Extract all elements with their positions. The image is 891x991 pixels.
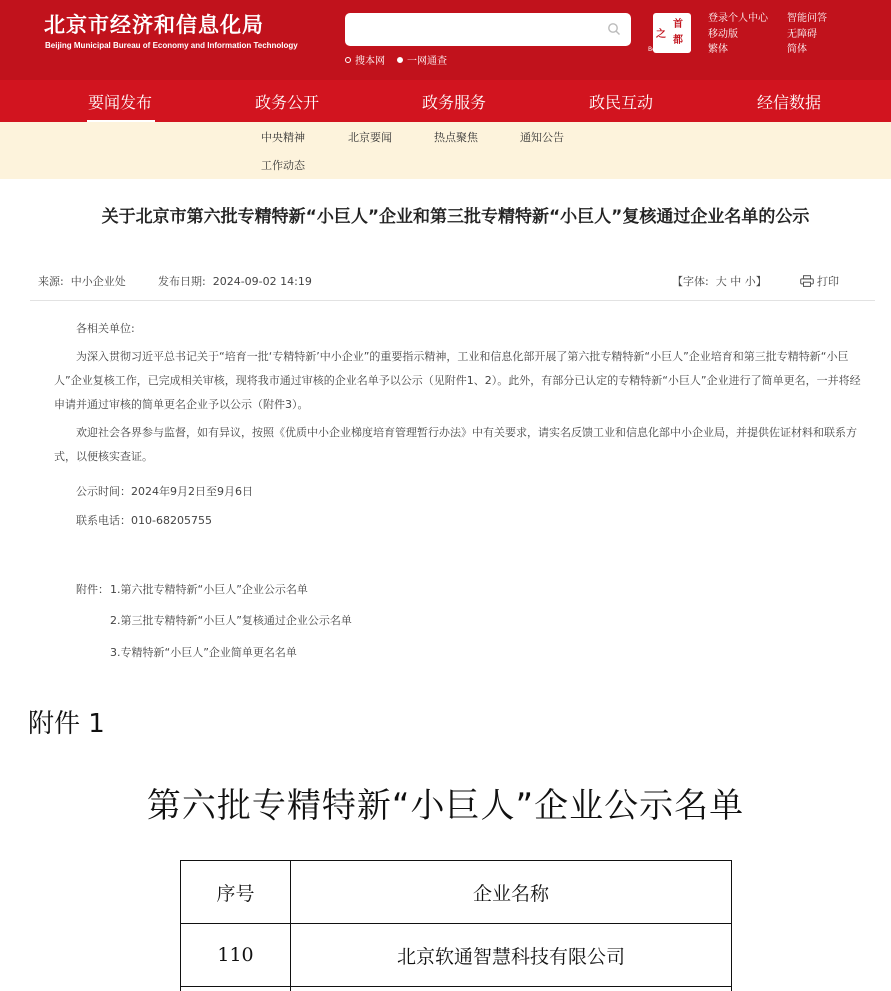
row-index: 110 [181,924,291,987]
nav-data[interactable]: 经信数据 [757,93,822,112]
attachment-link-3[interactable]: 3.专精特新“小巨人”企业简单更名名单 [110,646,297,659]
table-row [181,924,732,987]
search-input[interactable] [355,19,595,39]
accessibility-link[interactable]: 无障碍 [787,28,817,40]
main-nav [0,80,891,122]
site-title-en: Beijing Municipal Bureau of Economy and Information Technology [45,41,298,50]
simplified-link[interactable]: 简体 [787,44,807,55]
salutation: 各相关单位: [76,322,135,335]
qa-link[interactable]: 智能问答 [787,13,827,24]
date-value: 2024-09-02 14:19 [212,275,312,288]
nav-gov-open[interactable]: 政务公开 [255,93,320,112]
table-row-partial [181,987,732,991]
font-large-button[interactable]: 大 [715,275,727,288]
attachment-heading: 附件 1 [28,709,105,739]
subnav-hot-topics[interactable]: 热点聚焦 [434,131,478,144]
column-header-index: 序号 [181,861,291,924]
publicity-period: 公示时间：2024年9月2日至9月6日 [76,485,253,498]
article-title: 关于北京市第六批专精特新“小巨人”企业和第三批专精特新“小巨人”复核通过企业名单的公示 [101,207,810,227]
subnav-beijing-news[interactable]: 北京要闻 [348,131,392,144]
search-scope [345,52,447,67]
font-size-control: 【字体: 大 中 小】 [672,275,767,288]
table-header-row [181,861,732,924]
contact-phone: 联系电话：010-68205755 [76,514,212,527]
article-source: 来源: 中小企业处 [38,275,126,288]
company-table [180,860,732,991]
printer-icon [800,275,814,287]
site-header [0,0,891,80]
nav-interaction[interactable]: 政民互动 [589,93,654,112]
subnav-work-updates[interactable]: 工作动态 [261,159,305,172]
subnav-notices[interactable]: 通知公告 [520,131,564,144]
capital-logo-caption: Beijing · China [648,46,692,53]
search-icon[interactable] [607,22,621,36]
nav-news[interactable]: 要闻发布 [88,93,153,112]
column-header-company: 企业名称 [291,861,732,924]
subnav-central[interactable]: 中央精神 [261,131,305,144]
site-title[interactable]: 北京市经济和信息化局 [44,13,264,37]
row-company: 北京软通智慧科技有限公司 [291,924,732,987]
scope-option-all[interactable]: 一网通查 [397,52,447,67]
login-link[interactable]: 登录个人中心 [708,13,768,24]
font-small-button[interactable]: 小 [744,275,756,288]
search-box [345,13,631,46]
attachment-link-1[interactable]: 1.第六批专精特新“小巨人”企业公示名单 [110,583,308,596]
mobile-link[interactable]: 移动版 [708,28,738,40]
traditional-link[interactable]: 繁体 [708,44,728,55]
top-links-col-2 [787,11,827,58]
sub-nav [0,122,891,179]
radio-icon [345,57,351,63]
font-medium-button[interactable]: 中 [730,275,742,288]
radio-selected-icon [397,57,403,63]
scope-option-site[interactable]: 搜本网 [345,52,385,67]
meta-divider [30,300,875,301]
attachment-title: 第六批专精特新“小巨人”企业公示名单 [146,786,745,826]
print-button[interactable]: 打印 [800,273,839,289]
attachment-link-2[interactable]: 2.第三批专精特新“小巨人”复核通过企业公示名单 [110,614,352,627]
article-date: 发布日期: 2024-09-02 14:19 [158,275,312,288]
nav-gov-service[interactable]: 政务服务 [422,93,487,112]
source-value: 中小企业处 [70,275,126,288]
paragraph-2: 欢迎社会各界参与监督，如有异议，按照《优质中小企业梯度培育管理暂行办法》中有关要求，请实名反馈工业和信息化部中小企业局，并提供佐证材料和联系方式，以便核实查证。 [54,426,857,463]
top-links-col-1 [708,11,768,58]
attachments-label: 附件： [76,583,109,596]
capital-logo[interactable]: 之 首 都 [653,13,691,53]
paragraph-1: 为深入贯彻习近平总书记关于“培育一批‘专精特新’中小企业”的重要指示精神，工业和信息化部开展了第六批专精特新“小巨人”企业培育和第三批专精特新“小巨人”企业复核工作，已完成相关审核，现将我市通过审核的企业名单予以公示（见附件1、2）。此外，有部分已认定的专精特新“小巨人”企业进行了简单更名，一并将经申请并通过审核的简单更名企业予以公示（附件3）。 [54,350,861,411]
